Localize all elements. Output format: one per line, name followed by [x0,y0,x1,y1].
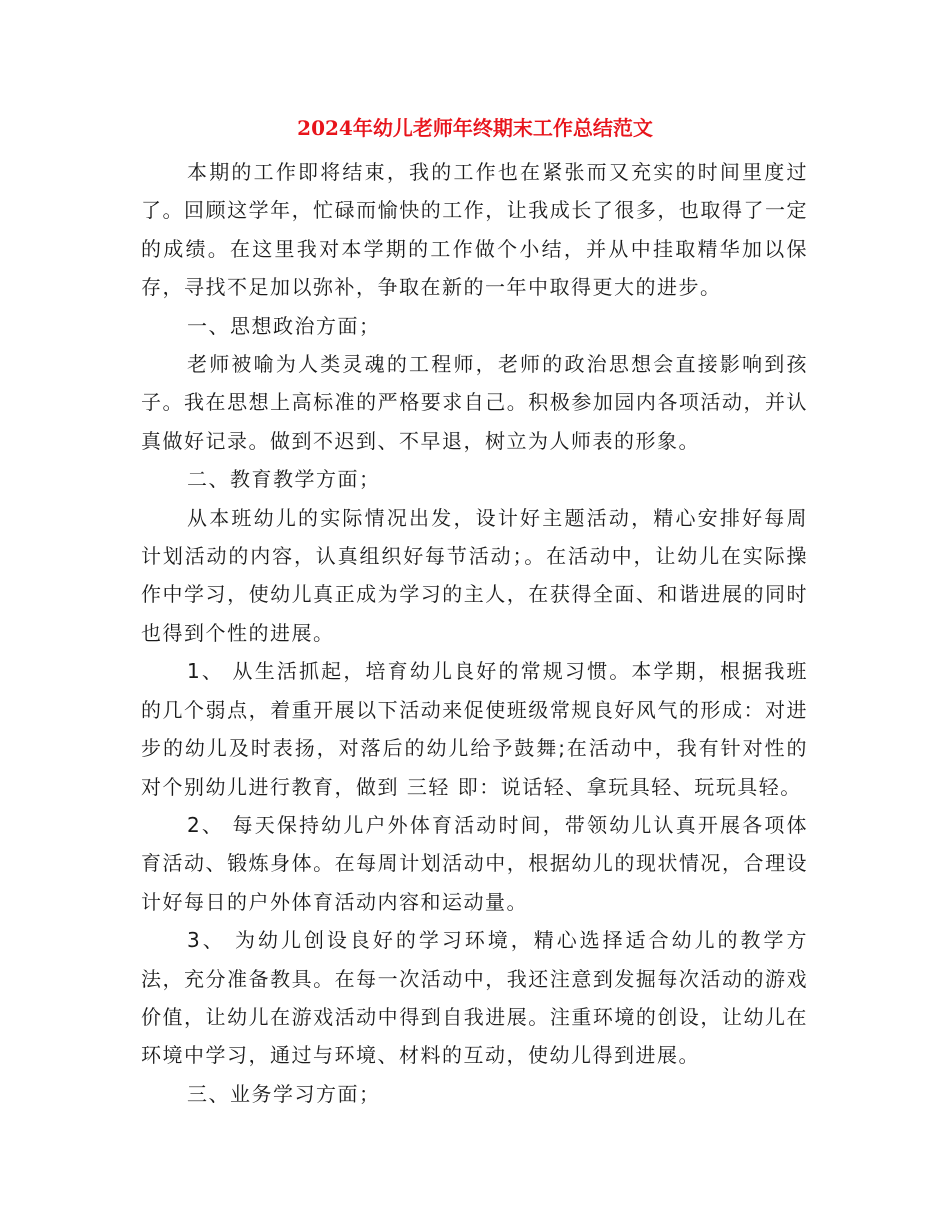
paragraph-item-1: 1、 从生活抓起，培育幼儿良好的常规习惯。本学期，根据我班的几个弱点，着重开展以下活动来促使班级常规良好风气的形成：对进步的幼儿及时表扬，对落后的幼儿给予鼓舞;在活动中，我有针对性的对个别幼儿进行教育，做到 三轻 即：说话轻、拿玩具轻、玩玩具轻。 [141,659,808,799]
document-title: 2024年幼儿老师年终期末工作总结范文 [297,116,653,140]
paragraph-politics: 老师被喻为人类灵魂的工程师，老师的政治思想会直接影响到孩子。我在思想上高标准的严格要求自己。积极参加园内各项活动，并认真做好记录。做到不迟到、不早退，树立为人师表的形象。 [141,352,808,453]
paragraph-item-3: 3、 为幼儿创设良好的学习环境，精心选择适合幼儿的教学方法，充分准备教具。在每一次活动中，我还注意到发掘每次活动的游戏价值，让幼儿在游戏活动中得到自我进展。注重环境的创设，让幼儿在环境中学习，通过与环境、材料的互动，使幼儿得到进展。 [141,928,808,1068]
section-heading-study: 三、业务学习方面； [187,1081,381,1106]
document-body [141,153,808,1113]
paragraph-item-2: 2、 每天保持幼儿户外体育活动时间，带领幼儿认真开展各项体育活动、锻炼身体。在每周计划活动中，根据幼儿的现状情况，合理设计好每日的户外体育活动内容和运动量。 [141,812,808,914]
paragraph-intro: 本期的工作即将结束，我的工作也在紧张而又充实的时间里度过了。回顾这学年，忙碌而愉快的工作，让我成长了很多，也取得了一定的成绩。在这里我对本学期的工作做个小结，并从中挂取精华加以保存，寻找不足加以弥补，争取在新的一年中取得更大的进步。 [141,160,808,300]
section-heading-politics: 一、思想政治方面； [187,313,381,338]
section-heading-teaching: 二、教育教学方面； [187,467,381,492]
paragraph-teaching: 从本班幼儿的实际情况出发，设计好主题活动，精心安排好每周计划活动的内容，认真组织好每节活动；。在活动中，让幼儿在实际操作中学习，使幼儿真正成为学习的主人，在获得全面、和谐进展的同时也得到个性的进展。 [141,505,808,645]
